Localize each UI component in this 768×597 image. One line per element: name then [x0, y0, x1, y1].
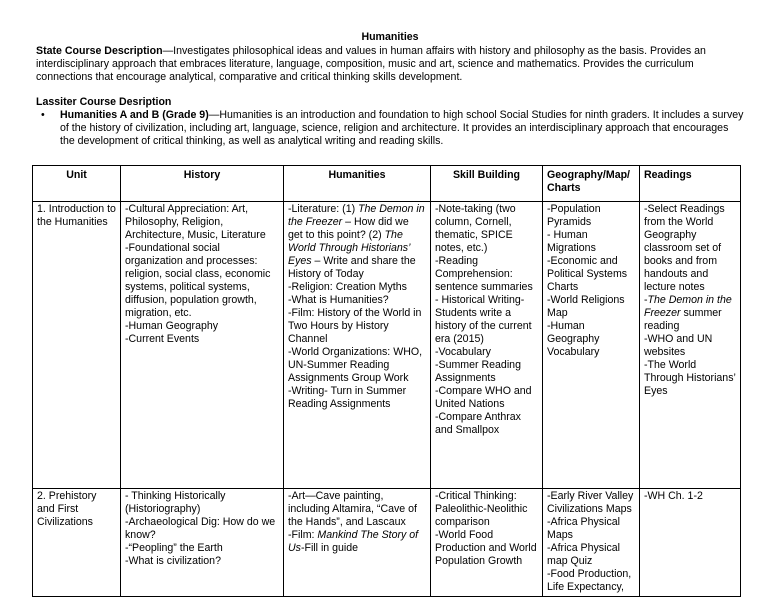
unit-cell: 2. Prehistory and First Civilizations	[33, 489, 121, 597]
history-cell	[121, 202, 284, 489]
literature-prefix: -Literature: (1)	[288, 203, 359, 216]
bullet-icon: •	[41, 109, 45, 122]
geography-item: - Human Migrations	[547, 229, 596, 255]
reading-suffix: summer reading	[644, 307, 722, 333]
book-title: The World Through Historians’ Eyes	[288, 229, 410, 268]
geography-item: -World Religions Map	[547, 294, 625, 320]
history-item: -Cultural Appreciation: Art, Philosophy, Religion, Architecture, Music, Literature	[125, 203, 266, 242]
table-header-row	[33, 166, 741, 202]
document-title: Humanities	[361, 31, 419, 43]
skill-item: -Critical Thinking: Paleolithic-Neolithic comparison	[435, 490, 528, 529]
humanities-cell	[284, 202, 431, 489]
history-item: -Archaeological Dig: How do we know?	[125, 516, 276, 542]
history-item: -Current Events	[125, 333, 200, 346]
history-cell	[121, 489, 284, 597]
skills-cell	[431, 489, 543, 597]
humanities-film	[288, 529, 426, 555]
skills-cell	[431, 202, 543, 489]
state-description-text: —Investigates philosophical ideas and values in human affairs with history and philosophy as the basis. Provides an interdisciplinary approach that embraces literature, language, composition, music and art, science and mathematics. Provides the curriculum connections that encourage analytical, comparative and critical thinking skills development.	[36, 45, 706, 84]
skill-item: -Reading Comprehension: sentence summaries	[435, 255, 533, 294]
geography-cell	[543, 202, 640, 489]
state-course-description	[36, 45, 744, 84]
header-readings: Readings	[640, 166, 741, 202]
humanities-item: -What is Humanities?	[288, 294, 389, 307]
humanities-item: -World Organizations: WHO, UN-Summer Reading Assignments Group Work	[288, 346, 423, 385]
lassiter-heading: Lassiter Course Desription	[36, 96, 172, 109]
reading-item	[644, 294, 736, 333]
curriculum-table	[32, 165, 741, 597]
history-item: -Human Geography	[125, 320, 219, 333]
reading-item: -WH Ch. 1-2	[644, 490, 703, 503]
reading-prefix: -	[644, 294, 648, 307]
geography-item: -Human Geography Vocabulary	[547, 320, 600, 359]
geography-cell	[543, 489, 640, 597]
film-suffix: -Fill in guide	[300, 542, 359, 555]
literature-mid: – How did we get to this point? (2)	[288, 216, 409, 242]
humanities-literature	[288, 203, 426, 281]
skill-item: -Compare Anthrax and Smallpox	[435, 411, 521, 437]
reading-item: -Select Readings from the World Geography classroom set of books and from handouts and lecture notes	[644, 203, 725, 294]
geography-item: -Economic and Political Systems Charts	[547, 255, 628, 294]
header-skill-building: Skill Building	[431, 166, 543, 202]
humanities-item: -Writing- Turn in Summer Reading Assignments	[288, 385, 407, 411]
geography-item: -Food Production, Life Expectancy,	[547, 568, 632, 594]
lassiter-course-name: Humanities A and B (Grade 9)	[60, 109, 209, 122]
header-history: History	[121, 166, 284, 202]
table-row	[33, 489, 741, 597]
reading-item: -The World Through Historians’ Eyes	[644, 359, 736, 398]
literature-suffix: – Write and share the History of Today	[288, 255, 416, 281]
humanities-item: -Religion: Creation Myths	[288, 281, 407, 294]
header-humanities: Humanities	[284, 166, 431, 202]
book-title: The Demon in the Freezer	[288, 203, 425, 229]
humanities-cell	[284, 489, 431, 597]
history-item: - Thinking Historically (Historiography)	[125, 490, 226, 516]
table-row	[33, 202, 741, 489]
geography-item: -Population Pyramids	[547, 203, 601, 229]
skill-item: -World Food Production and World Population Growth	[435, 529, 537, 568]
humanities-item: -Film: History of the World in Two Hours by History Channel	[288, 307, 422, 346]
history-item: -“Peopling” the Earth	[125, 542, 223, 555]
humanities-item: -Art—Cave painting, including Altamira, “Cave of the Hands”, and Lascaux	[288, 490, 417, 529]
reading-item: -WHO and UN websites	[644, 333, 713, 359]
lassiter-course-text: —Humanities is an introduction and foundation to high school Social Studies for ninth graders. It includes a survey of the history of civilization, including art, language, science, religion and architecture. It provides an interdisciplinary approach that encourages the development of critical thinking, as well as analytical writing and reading skills.	[60, 109, 744, 148]
film-prefix: -Film:	[288, 529, 318, 542]
skill-item: -Summer Reading Assignments	[435, 359, 521, 385]
book-title: The Demon in the Freezer	[644, 294, 732, 320]
geography-item: -Early River Valley Civilizations Maps	[547, 490, 634, 516]
state-description-label: State Course Description	[36, 45, 163, 58]
history-item: -What is civilization?	[125, 555, 221, 568]
header-geography: Geography/Map/ Charts	[543, 166, 640, 202]
skill-item: -Note-taking (two column, Cornell, thematic, SPICE notes, etc.)	[435, 203, 516, 255]
history-item: -Foundational social organization and processes: religion, social class, economic systems, political systems, diffusion, population growth, migration, etc.	[125, 242, 271, 320]
readings-cell	[640, 202, 741, 489]
lassiter-course-bullet	[36, 109, 744, 148]
film-title: Mankind The Story of Us	[288, 529, 419, 555]
skill-item: -Compare WHO and United Nations	[435, 385, 532, 411]
skill-item: - Historical Writing- Students write a history of the current era (2015)	[435, 294, 532, 346]
geography-item: -Africa Physical Maps	[547, 516, 620, 542]
skill-item: -Vocabulary	[435, 346, 491, 359]
geography-item: -Africa Physical map Quiz	[547, 542, 620, 568]
header-unit: Unit	[33, 166, 121, 202]
document-page	[36, 0, 744, 148]
readings-cell	[640, 489, 741, 597]
unit-cell: 1. Introduction to the Humanities	[33, 202, 121, 489]
